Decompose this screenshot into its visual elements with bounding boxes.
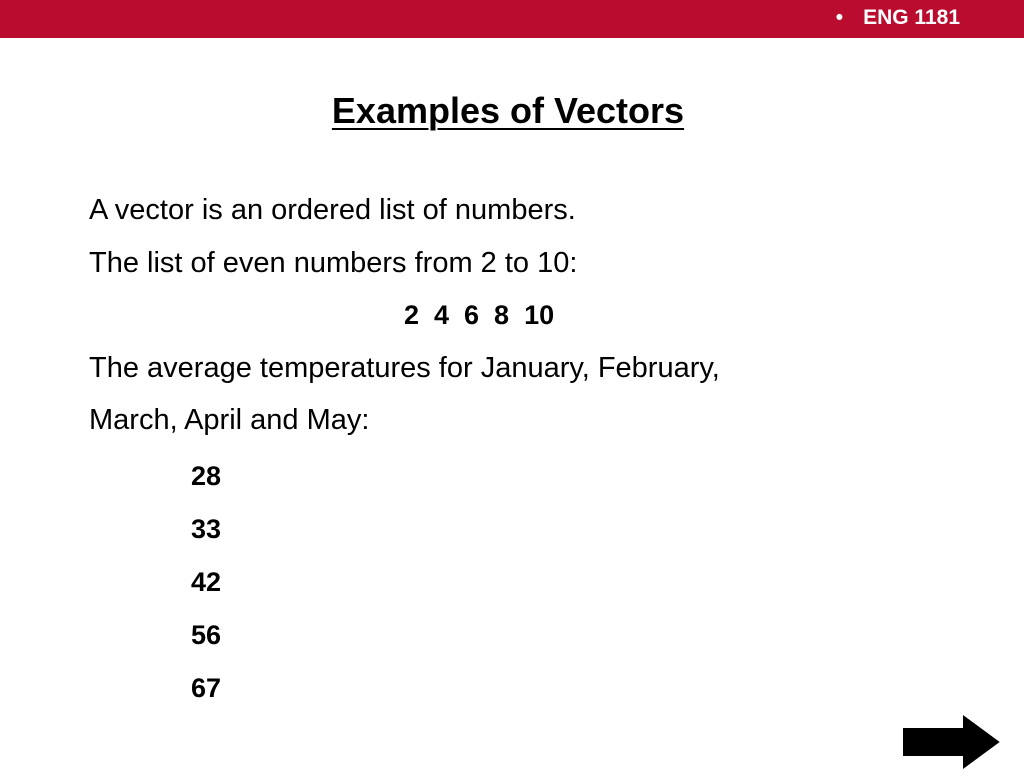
slide-title: Examples of Vectors bbox=[331, 90, 685, 131]
header-bar bbox=[0, 0, 1024, 38]
temperature-value: 42 bbox=[191, 567, 222, 597]
bullet-icon: • bbox=[835, 6, 844, 29]
even-numbers-vector: 2 4 6 8 10 bbox=[404, 300, 555, 330]
next-slide-button[interactable] bbox=[902, 715, 1000, 769]
temperature-value: 33 bbox=[191, 514, 222, 544]
course-code: ENG 1181 bbox=[863, 6, 960, 29]
temperatures-intro-line-1: The average temperatures for January, February, bbox=[89, 352, 720, 384]
temperature-value: 56 bbox=[191, 620, 222, 650]
temperatures-intro-line-2: March, April and May: bbox=[89, 404, 370, 436]
definition-text: A vector is an ordered list of numbers. bbox=[89, 194, 576, 226]
even-numbers-intro: The list of even numbers from 2 to 10: bbox=[89, 247, 578, 279]
temperature-value: 67 bbox=[191, 673, 222, 703]
course-label bbox=[836, 6, 960, 30]
right-arrow-icon bbox=[904, 717, 998, 767]
temperature-value: 28 bbox=[191, 461, 222, 491]
